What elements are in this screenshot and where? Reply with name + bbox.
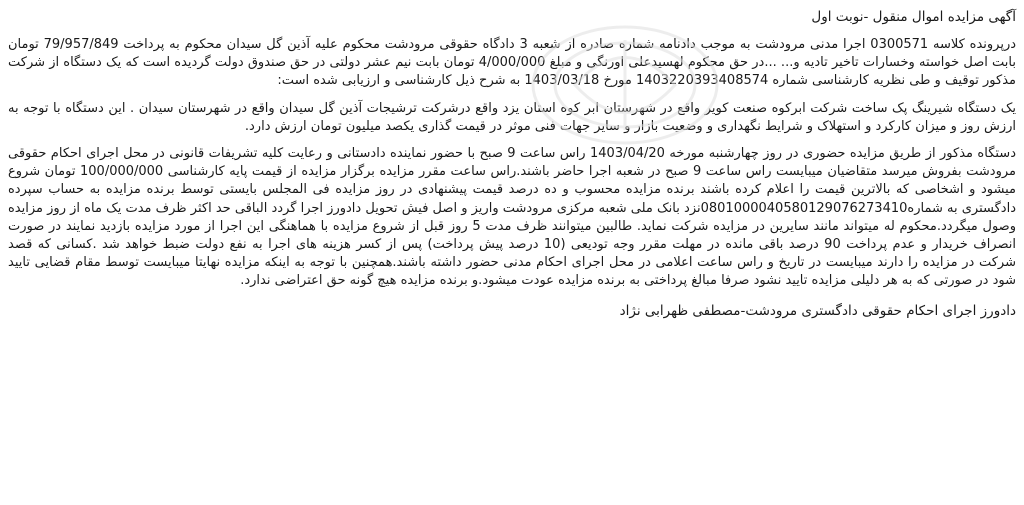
notice-signature: دادورز اجرای احکام حقوقی دادگستری مرودشت-مصطفی ظهرابی نژاد (619, 302, 1016, 319)
notice-paragraph-case: درپرونده کلاسه 0300571 اجرا مدنی مرودشت به موجب دادنامه شماره صادره از شعبه 3 دادگاه حقوقی مرودشت محکوم علیه آذین گل سیدان محکوم به پرداخت 79/957/849 تومان بابت اصل خواسته وخسارات تاخیر تادیه و... ...در حق محکوم لهسیدعلی اورنگی و مبلغ 4/000/000 تومان بابت نیم عشر دولتی در حق صندوق دولت گردیده است که یک دستگاه از شرکت مذکور توقیف و طی نظریه کارشناسی شماره 1403220393408574 مورخ 1403/03/18 به شرح ذیل کارشناسی و ارزیابی شده است: (8, 37, 1017, 89)
notice-title: آگهی مزایده اموال منقول -نوبت اول (811, 9, 1016, 25)
notice-paragraph-auction-terms: دستگاه مذکور از طریق مزایده حضوری در روز چهارشنبه مورخه 1403/04/20 راس ساعت 9 صبح با حضور نماینده دادستانی و رعایت کلیه تشریفات قانونی در محل اجرای احکام حقوقی مرودشت بفروش میرسد متقاضیان میبایست راس ساعت 9 صبح در شعبه اجرا حاضر باشند.راس ساعت مقرر مزایده برگزار مزایده از قیمت پایه کارشناسی 100/000/000 تومان شروع میشود و اشخاصی که بالاترین قیمت را اعلام کرده باشند برنده مزایده محسوب و ده درصد قیمت پیشنهادی در روز مزایده فی المجلس بایستی توسط برنده مزایده به حساب سپرده دادگستری به شماره0801000040580129076273410نزد بانک ملی شعبه مرکزی مرودشت واریز و اصل فیش تحویل دادورز اجرا گردد الباقی حد اکثر ظرف مدت یک ماه از روز مزایده وصول میگردد.محکوم له میتواند مانند سایرین در مزایده شرکت نماید. طالبین میتوانند ظرف مدت 5 روز قبل از شروع مزایده با هماهنگی این اجرا از مورد مزایده بازدید نمایند در صورت انصراف خریدار و عدم پرداخت 90 درصد باقی مانده در مهلت مقرر وجه تودیعی (10 درصد پیش پرداخت) پس از کسر هزینه های اجرا به نفع دولت ضبط خواهد شد .کسانی که قصد شرکت در مزایده را دارند میبایست در تاریخ و راس ساعت اعلامی در محل اجرای احکام مدنی حضور داشته باشند.همچنین با توجه به اینکه مزایده نهایتا میبایست توسط مقام قضایی تایید شود در صورتی که به هر دلیلی مزایده تایید نشود صرفا مبالغ پرداختی به برنده مزایده عودت میشود.و برنده مزایده هیچ گونه حق اعتراضی ندارد. (8, 146, 1016, 289)
notice-paragraph-item-description: یک دستگاه شیرینگ پک ساخت شرکت ابرکوه صنعت کویر واقع در شهرستان ابر کوه استان یزد واقع درشرکت ترشیجات آذین گل سیدان واقع در شهرستان سیدان . این دستگاه با توجه به ارزش روز و میزان کارکرد و استهلاک و شرایط نگهداری و وضعیت بازار و سایر جهات فنی موثر در قیمت گذاری یکصد میلیون تومان ارزش دارد. (8, 100, 1016, 134)
